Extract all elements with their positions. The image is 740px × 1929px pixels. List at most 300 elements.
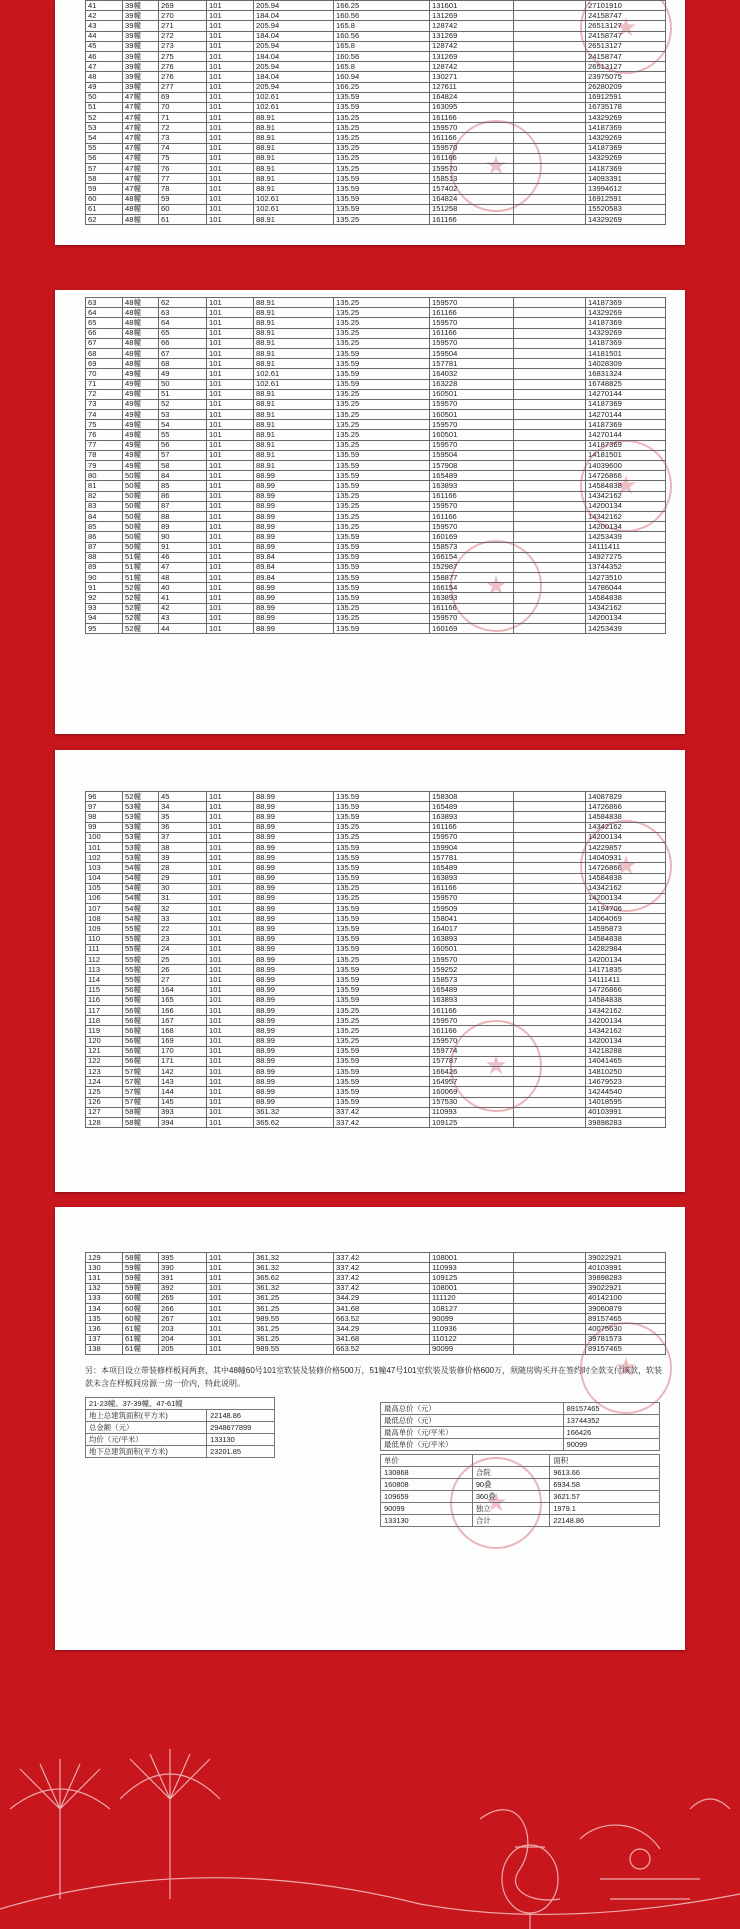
table-row (86, 338, 666, 348)
table-row (86, 471, 666, 481)
table-cell: 116 (86, 995, 123, 1005)
table-cell: 391 (159, 1273, 207, 1283)
table-cell: 54幢 (123, 904, 159, 914)
table-row (86, 624, 666, 634)
table-cell: 101 (207, 1087, 254, 1097)
table-cell: 135.59 (334, 1046, 430, 1056)
table-cell: 159570 (430, 832, 514, 842)
table-cell: 337.42 (334, 1263, 430, 1273)
table-cell: 135.25 (334, 893, 430, 903)
table-cell-empty (514, 562, 586, 572)
table-cell-empty (514, 471, 586, 481)
table-cell: 135.59 (334, 532, 430, 542)
table-cell: 341.68 (334, 1303, 430, 1313)
table-cell: 60 (159, 204, 207, 214)
table-cell: 135.59 (334, 995, 430, 1005)
table-cell: 74 (159, 143, 207, 153)
table-cell: 14200134 (586, 1016, 666, 1026)
table-cell: 101 (207, 450, 254, 460)
table-cell: 65 (86, 318, 123, 328)
table-cell: 27101910 (586, 1, 666, 11)
table-cell: 82 (86, 491, 123, 501)
table-cell: 70 (159, 102, 207, 112)
table-cell: 37 (159, 832, 207, 842)
table-cell: 71 (159, 113, 207, 123)
table-cell: 14584838 (586, 934, 666, 944)
table-row (86, 82, 666, 92)
table-cell-empty (514, 583, 586, 593)
table-cell: 14111411 (586, 975, 666, 985)
table-cell: 158308 (430, 792, 514, 802)
table-cell: 276 (159, 72, 207, 82)
table-row (86, 853, 666, 863)
table-cell: 88.99 (254, 1046, 334, 1056)
table-cell: 50 (159, 379, 207, 389)
table-cell: 40 (159, 583, 207, 593)
table-cell: 63 (159, 308, 207, 318)
table-cell: 87 (86, 542, 123, 552)
table-cell: 135.25 (334, 123, 430, 133)
table-cell: 88.99 (254, 1097, 334, 1107)
table-row (86, 72, 666, 82)
table-cell-empty (514, 82, 586, 92)
table-cell: 39幢 (123, 11, 159, 21)
table-cell: 159570 (430, 318, 514, 328)
table-cell: 135.59 (334, 359, 430, 369)
table-cell: 144 (159, 1087, 207, 1097)
table-cell: 159570 (430, 522, 514, 532)
table-cell-empty (514, 1324, 586, 1334)
document-page-1 (55, 0, 685, 245)
table-cell: 60 (86, 194, 123, 204)
table-cell: 24 (159, 944, 207, 954)
table-cell: 123 (86, 1067, 123, 1077)
table-cell: 135.25 (334, 491, 430, 501)
table-cell-empty (514, 62, 586, 72)
table-cell: 14187369 (586, 143, 666, 153)
table-cell: 76 (86, 430, 123, 440)
table-cell: 88 (159, 511, 207, 521)
table-cell: 101 (207, 389, 254, 399)
table-cell: 47幢 (123, 164, 159, 174)
table-cell: 83 (86, 501, 123, 511)
table-cell-empty (514, 532, 586, 542)
table-cell: 101 (207, 31, 254, 41)
table-cell: 14028309 (586, 359, 666, 369)
table-cell: 131601 (430, 1, 514, 11)
table-cell: 101 (207, 461, 254, 471)
table-cell: 275 (159, 51, 207, 61)
table-cell: 14786044 (586, 583, 666, 593)
table-cell: 101 (207, 410, 254, 420)
table-cell: 88.99 (254, 1036, 334, 1046)
table-cell: 135.59 (334, 1087, 430, 1097)
document-page-4 (55, 1207, 685, 1650)
table-cell: 101 (207, 573, 254, 583)
table-cell: 135.59 (334, 914, 430, 924)
table-cell: 48 (159, 573, 207, 583)
table-cell: 88.99 (254, 1026, 334, 1036)
table-cell: 133 (86, 1293, 123, 1303)
table-cell: 158573 (430, 542, 514, 552)
table-cell: 67 (86, 338, 123, 348)
table-cell: 101 (207, 613, 254, 623)
table-row (86, 491, 666, 501)
table-cell: 90099 (430, 1314, 514, 1324)
table-cell: 101 (207, 440, 254, 450)
table-cell: 101 (207, 1, 254, 11)
table-row (86, 21, 666, 31)
table-cell: 135.59 (334, 194, 430, 204)
table-cell: 101 (207, 102, 254, 112)
table-cell: 14726866 (586, 863, 666, 873)
table-cell-empty (514, 51, 586, 61)
table-cell: 161166 (430, 822, 514, 832)
table-cell: 164 (159, 985, 207, 995)
table-cell: 337.42 (334, 1118, 430, 1128)
table-cell: 14171835 (586, 965, 666, 975)
table-cell: 131269 (430, 11, 514, 21)
table-cell: 136 (86, 1324, 123, 1334)
table-row (86, 102, 666, 112)
table-cell: 101 (207, 430, 254, 440)
table-cell: 39781573 (586, 1334, 666, 1344)
table-cell: 128742 (430, 21, 514, 31)
table-cell-empty (514, 792, 586, 802)
table-row (86, 1, 666, 11)
table-cell: 75 (86, 420, 123, 430)
summary-value: 9613.66 (550, 1467, 660, 1479)
table-cell-empty (514, 410, 586, 420)
table-cell: 365.62 (254, 1273, 334, 1283)
table-cell: 134 (86, 1303, 123, 1313)
table-row (86, 1077, 666, 1087)
table-cell: 88.99 (254, 1067, 334, 1077)
table-cell: 40103991 (586, 1263, 666, 1273)
table-cell: 135.59 (334, 853, 430, 863)
table-cell-empty (514, 842, 586, 852)
table-cell-empty (514, 1344, 586, 1354)
table-cell: 101 (207, 1077, 254, 1087)
table-row (86, 583, 666, 593)
table-cell: 88.99 (254, 613, 334, 623)
table-cell: 161166 (430, 113, 514, 123)
table-cell: 14218288 (586, 1046, 666, 1056)
table-cell: 110 (86, 934, 123, 944)
table-cell: 109 (86, 924, 123, 934)
table-cell: 161166 (430, 1026, 514, 1036)
table-row (86, 31, 666, 41)
table-row (86, 985, 666, 995)
table-cell: 101 (207, 491, 254, 501)
table-cell: 344.29 (334, 1324, 430, 1334)
table-cell: 135.59 (334, 904, 430, 914)
table-cell: 121 (86, 1046, 123, 1056)
table-cell: 40103991 (586, 1107, 666, 1117)
table-cell: 76 (159, 164, 207, 174)
summary-value: 6934.58 (550, 1479, 660, 1491)
table-cell: 159570 (430, 955, 514, 965)
table-row (86, 573, 666, 583)
table-cell: 166.25 (334, 82, 430, 92)
table-cell: 101 (207, 420, 254, 430)
table-cell: 171 (159, 1056, 207, 1066)
table-cell: 101 (207, 123, 254, 133)
table-row (86, 934, 666, 944)
table-cell: 14584838 (586, 812, 666, 822)
table-cell: 53幢 (123, 802, 159, 812)
table-cell: 135.25 (334, 318, 430, 328)
table-cell: 49幢 (123, 379, 159, 389)
table-cell: 88.99 (254, 1087, 334, 1097)
table-cell-empty (514, 934, 586, 944)
table-cell: 159570 (430, 143, 514, 153)
table-row (86, 522, 666, 532)
table-cell: 158877 (430, 573, 514, 583)
table-cell: 165489 (430, 863, 514, 873)
table-cell: 50 (86, 92, 123, 102)
table-cell: 26513127 (586, 21, 666, 31)
column-header: 面积 (550, 1455, 660, 1467)
table-cell: 14194706 (586, 904, 666, 914)
table-cell: 47 (159, 562, 207, 572)
table-cell: 135.25 (334, 389, 430, 399)
table-cell: 14111411 (586, 542, 666, 552)
table-cell: 166154 (430, 583, 514, 593)
table-cell: 101 (207, 985, 254, 995)
table-cell: 101 (207, 624, 254, 634)
table-cell: 101 (207, 934, 254, 944)
summary-value: 2948677899 (207, 1422, 275, 1434)
table-cell-empty (514, 542, 586, 552)
summary-label: 90叠 (472, 1479, 550, 1491)
table-cell: 88.99 (254, 924, 334, 934)
table-cell: 69 (159, 92, 207, 102)
table-cell: 101 (207, 348, 254, 358)
table-cell: 108127 (430, 1303, 514, 1313)
table-cell: 88.91 (254, 184, 334, 194)
table-cell: 101 (207, 1283, 254, 1293)
table-cell: 395 (159, 1253, 207, 1263)
table-cell-empty (514, 102, 586, 112)
table-cell-empty (514, 481, 586, 491)
table-cell: 88.99 (254, 624, 334, 634)
table-row (86, 1283, 666, 1293)
table-cell-empty (514, 853, 586, 863)
table-cell: 89.84 (254, 562, 334, 572)
table-row (86, 995, 666, 1005)
table-cell: 337.42 (334, 1107, 430, 1117)
table-cell: 101 (207, 552, 254, 562)
table-cell: 164824 (430, 194, 514, 204)
table-cell-empty (514, 1005, 586, 1015)
table-cell: 101 (86, 842, 123, 852)
table-row (86, 41, 666, 51)
table-row (86, 123, 666, 133)
summary-value: 3621.57 (550, 1491, 660, 1503)
table-cell: 89 (159, 522, 207, 532)
table-cell: 159504 (430, 450, 514, 460)
table-cell: 152987 (430, 562, 514, 572)
table-cell: 55 (86, 143, 123, 153)
table-cell: 102.61 (254, 379, 334, 389)
table-cell: 94 (86, 613, 123, 623)
table-cell: 88.91 (254, 153, 334, 163)
table-cell: 24158747 (586, 11, 666, 21)
table-cell: 110993 (430, 1107, 514, 1117)
table-cell: 101 (207, 1118, 254, 1128)
table-row (86, 812, 666, 822)
table-row (86, 542, 666, 552)
table-cell: 135 (86, 1314, 123, 1324)
table-row (86, 863, 666, 873)
table-cell: 392 (159, 1283, 207, 1293)
table-cell: 128742 (430, 41, 514, 51)
table-cell-empty (514, 308, 586, 318)
table-cell: 161166 (430, 153, 514, 163)
table-cell: 14187369 (586, 298, 666, 308)
table-cell: 88.99 (254, 975, 334, 985)
table-cell: 56幢 (123, 1046, 159, 1056)
table-cell: 101 (207, 914, 254, 924)
summary-value: 133130 (381, 1515, 473, 1527)
table-cell: 161166 (430, 133, 514, 143)
table-cell: 52幢 (123, 613, 159, 623)
table-cell: 88.99 (254, 481, 334, 491)
table-cell: 88.99 (254, 914, 334, 924)
table-cell: 160.56 (334, 31, 430, 41)
table-cell: 131 (86, 1273, 123, 1283)
table-cell: 101 (207, 1097, 254, 1107)
table-row (86, 450, 666, 460)
table-cell: 101 (207, 893, 254, 903)
table-cell: 14329269 (586, 153, 666, 163)
table-cell: 101 (207, 822, 254, 832)
table-cell: 160501 (430, 410, 514, 420)
table-cell: 49幢 (123, 399, 159, 409)
table-cell: 14244540 (586, 1087, 666, 1097)
table-cell: 101 (207, 873, 254, 883)
summary-value: 90099 (563, 1439, 659, 1451)
table-cell: 135.25 (334, 501, 430, 511)
table-cell: 61 (86, 204, 123, 214)
table-cell: 101 (207, 583, 254, 593)
table-cell: 135.59 (334, 573, 430, 583)
table-cell: 78 (86, 450, 123, 460)
table-cell: 42 (86, 11, 123, 21)
table-cell: 14927275 (586, 552, 666, 562)
table-cell: 135.25 (334, 613, 430, 623)
table-cell: 91 (159, 542, 207, 552)
table-row (86, 51, 666, 61)
table-cell: 204 (159, 1334, 207, 1344)
table-cell-empty (514, 985, 586, 995)
table-cell: 88.91 (254, 174, 334, 184)
table-cell: 101 (207, 62, 254, 72)
table-cell-empty (514, 1, 586, 11)
table-cell: 102.61 (254, 204, 334, 214)
table-cell: 14253439 (586, 532, 666, 542)
table-cell: 44 (86, 31, 123, 41)
table-cell: 101 (207, 1314, 254, 1324)
table-cell: 101 (207, 532, 254, 542)
summary-value: 1979.1 (550, 1503, 660, 1515)
table-row (86, 832, 666, 842)
summary-label: 合计 (472, 1515, 550, 1527)
table-cell: 52幢 (123, 792, 159, 802)
table-cell: 130271 (430, 72, 514, 82)
table-cell: 101 (207, 11, 254, 21)
table-cell: 16912591 (586, 194, 666, 204)
table-cell-empty (514, 955, 586, 965)
summary-value: 89157465 (563, 1403, 659, 1415)
table-cell: 72 (159, 123, 207, 133)
price-table (85, 1252, 666, 1355)
table-cell: 101 (207, 72, 254, 82)
table-cell: 14018595 (586, 1097, 666, 1107)
table-cell: 273 (159, 41, 207, 51)
table-cell-empty (514, 1067, 586, 1077)
table-row (86, 501, 666, 511)
table-cell: 157781 (430, 359, 514, 369)
table-row (86, 348, 666, 358)
table-cell: 70 (86, 369, 123, 379)
table-cell: 73 (159, 133, 207, 143)
table-cell: 14595873 (586, 924, 666, 934)
table-cell-empty (514, 1283, 586, 1293)
summary-area-table (380, 1454, 660, 1527)
table-cell: 163893 (430, 481, 514, 491)
summary-label: 360叠 (472, 1491, 550, 1503)
table-cell: 16748825 (586, 379, 666, 389)
table-cell: 14282984 (586, 944, 666, 954)
table-cell: 101 (207, 308, 254, 318)
table-cell: 169 (159, 1036, 207, 1046)
table-cell: 14041465 (586, 1056, 666, 1066)
table-cell: 14342162 (586, 822, 666, 832)
table-cell: 39幢 (123, 72, 159, 82)
table-cell: 54 (86, 133, 123, 143)
table-cell: 663.52 (334, 1344, 430, 1354)
table-cell-empty (514, 318, 586, 328)
table-cell: 135.59 (334, 542, 430, 552)
table-cell: 24158747 (586, 31, 666, 41)
table-cell: 117 (86, 1005, 123, 1015)
table-cell: 57幢 (123, 1067, 159, 1077)
table-cell: 88.91 (254, 430, 334, 440)
table-cell: 102.61 (254, 92, 334, 102)
table-cell: 101 (207, 214, 254, 224)
table-cell: 101 (207, 328, 254, 338)
table-cell-empty (514, 863, 586, 873)
table-row (86, 822, 666, 832)
decorative-background-illustration (0, 1729, 740, 1929)
table-cell: 49 (159, 369, 207, 379)
table-cell: 101 (207, 1303, 254, 1313)
table-cell: 88.99 (254, 863, 334, 873)
summary-value: 22148.86 (207, 1410, 275, 1422)
table-cell: 131269 (430, 31, 514, 41)
table-cell: 157908 (430, 461, 514, 471)
table-cell: 14342162 (586, 491, 666, 501)
table-cell: 158573 (430, 975, 514, 985)
table-cell: 135.59 (334, 1097, 430, 1107)
table-cell: 26280209 (586, 82, 666, 92)
table-cell: 88.99 (254, 955, 334, 965)
table-row (86, 1107, 666, 1117)
table-row (86, 792, 666, 802)
table-row (86, 62, 666, 72)
